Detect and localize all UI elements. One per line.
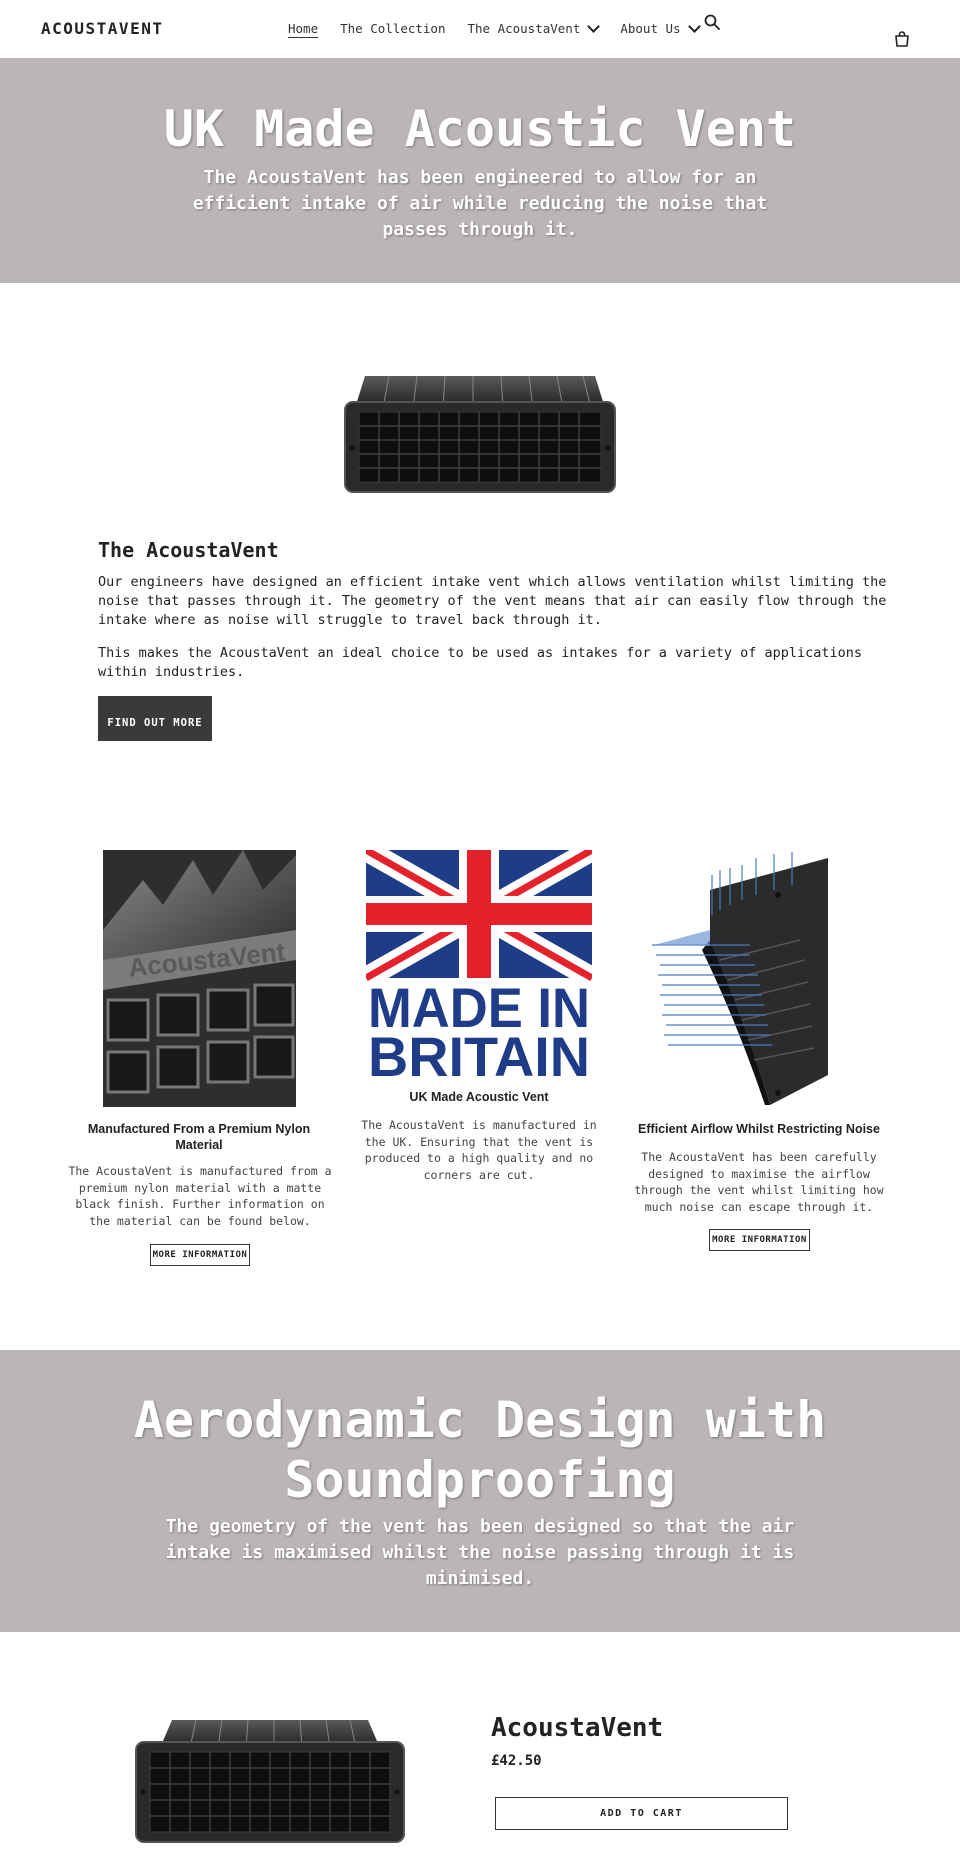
nav-item-collection[interactable]	[340, 21, 445, 36]
feature-text: The AcoustaVent is manufactured in the UK. Ensuring that the vent is produced to a high quality and no corners are cut.	[361, 1118, 597, 1182]
vent-closeup-image	[103, 850, 296, 1107]
intro-paragraph: Our engineers have designed an efficient intake vent which allows ventilation whilst limiting the noise that passes through it. The geometry of the vent means that air can easily flow through the intake where as noise will struggle to travel back through it.	[98, 574, 887, 628]
intro-paragraph: This makes the AcoustaVent an ideal choice to be used as intakes for a variety of applications within industries.	[98, 645, 863, 680]
feature-title: Efficient Airflow Whilst Restricting Noise	[638, 1122, 880, 1136]
aerodynamic-banner	[0, 1350, 960, 1632]
britain-text: BRITAIN	[368, 1025, 590, 1076]
product-price: £42.50	[491, 1753, 542, 1769]
chevron-down-icon	[587, 20, 600, 33]
nav-item-label: The Collection	[340, 21, 446, 36]
made-in-text: MADE IN	[368, 976, 590, 1039]
vent-embossed-label: AcoustaVent	[126, 936, 287, 983]
nav-item-label: Home	[288, 21, 319, 36]
product-image	[134, 1718, 406, 1844]
hero-title: UK Made Acoustic Vent	[163, 100, 797, 158]
main-nav	[288, 21, 721, 36]
feature-text: The AcoustaVent has been carefully designed to maximise the airflow through the vent whilst limiting how much noise can escape through it.	[634, 1150, 884, 1214]
chevron-down-icon	[688, 20, 701, 33]
add-to-cart-button[interactable]: ADD TO CART	[495, 1797, 788, 1830]
site-header	[0, 0, 960, 58]
nav-item-label: About Us	[620, 21, 681, 36]
banner-subtitle: The geometry of the vent has been designed so that the air intake is maximised whilst the noise passing through it is minimised.	[165, 1516, 795, 1589]
banner-title: Aerodynamic Design with Soundproofing	[133, 1391, 827, 1509]
more-information-button[interactable]: MORE INFORMATION	[709, 1229, 810, 1251]
hero-banner	[0, 58, 960, 283]
airflow-diagram-image	[650, 850, 830, 1105]
nav-item-label: The AcoustaVent	[467, 21, 581, 36]
feature-title: UK Made Acoustic Vent	[409, 1090, 549, 1104]
cart-icon[interactable]	[894, 31, 910, 47]
hero-subtitle: The AcoustaVent has been engineered to allow for an efficient intake of air while reducing the noise that passes through it.	[192, 167, 768, 240]
intro-title: The AcoustaVent	[98, 538, 279, 562]
feature-text: The AcoustaVent is manufactured from a premium nylon material with a matte black finish. Further information on the material can be found below.	[68, 1164, 332, 1228]
nav-item-about[interactable]	[620, 21, 698, 36]
site-logo[interactable]: ACOUSTAVENT	[41, 19, 164, 38]
find-out-more-button[interactable]: FIND OUT MORE	[98, 696, 212, 741]
nav-item-acoustavent[interactable]	[467, 21, 598, 36]
more-information-button[interactable]: MORE INFORMATION	[150, 1244, 250, 1266]
made-in-britain-image	[366, 850, 592, 1076]
nav-item-home[interactable]	[288, 21, 318, 36]
product-name[interactable]: AcoustaVent	[491, 1713, 664, 1743]
feature-title: Manufactured From a Premium Nylon Material	[87, 1122, 311, 1152]
search-icon[interactable]	[704, 14, 720, 30]
vent-product-image	[343, 368, 617, 496]
